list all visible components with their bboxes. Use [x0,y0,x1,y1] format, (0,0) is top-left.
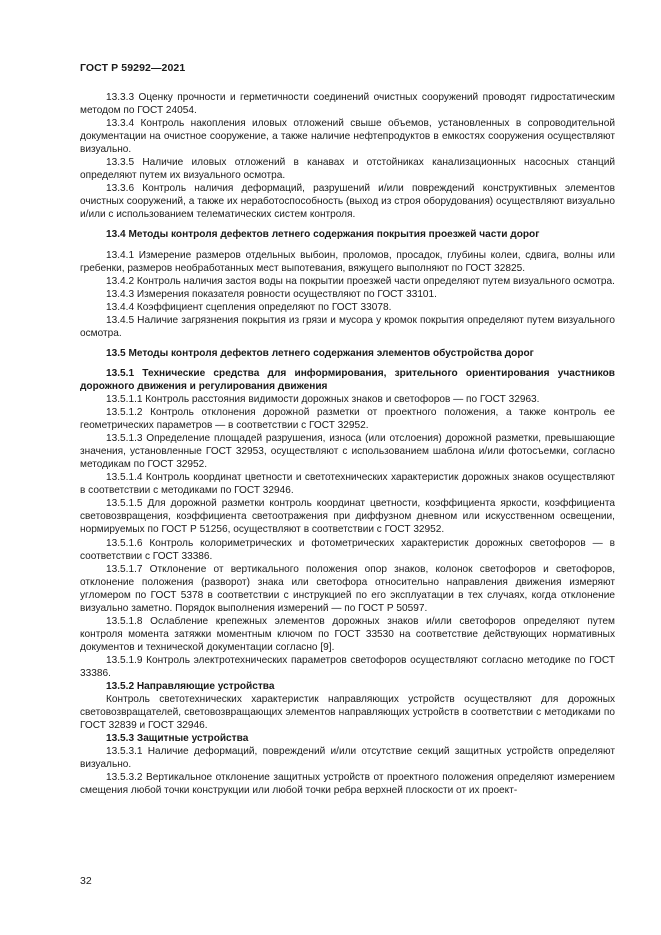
paragraph-13-4-1: 13.4.1 Измерение размеров отдельных выбоин, проломов, просадок, глубины колеи, сдвига, волны или гребенки, размеров необработанных мест выпотевания, вяжущего выполняют по ГОСТ 32825. [80,249,615,274]
paragraph-13-5-1-6: 13.5.1.6 Контроль колориметрических и фотометрических характеристик дорожных светофоров — в соответствии с ГОСТ 33386. [80,537,615,562]
paragraph-13-5-1-9: 13.5.1.9 Контроль электротехнических параметров светофоров осуществляют согласно методике по ГОСТ 33386. [80,654,615,679]
document-body [80,91,615,797]
paragraph-13-5-1-5: 13.5.1.5 Для дорожной разметки контроль координат цветности, коэффициента яркости, коэффициента световозвращения, коэффициента светоотражения при диффузном дневном или искусственном освещении, нормируемых по ГОСТ Р 51256, осуществляют в соответствии с ГОСТ 32952. [80,498,615,536]
paragraph-13-4-2: 13.4.2 Контроль наличия застоя воды на покрытии проезжей части определяют путем визуального осмотра. [106,275,615,287]
heading-13-4: 13.4 Методы контроля дефектов летнего содержания покрытия проезжей части дорог [106,229,540,241]
paragraph-13-3-5: 13.3.5 Наличие иловых отложений в канавах и отстойниках канализационных насосных станций определяют путем их визуального осмотра. [80,157,615,182]
paragraph-13-5-1-4: 13.5.1.4 Контроль координат цветности и светотехнических характеристик дорожных знаков осуществляют в соответствии с методиками по ГОСТ 32946. [80,472,615,497]
paragraph-13-4-5: 13.4.5 Наличие загрязнения покрытия из грязи и мусора у кромок покрытия определяют путем визуального осмотра. [80,314,615,339]
heading-13-5-3: 13.5.3 Защитные устройства [106,733,249,745]
paragraph-13-5-1-7: 13.5.1.7 Отклонение от вертикального положения опор знаков, колонок светофоров и светофоров, отклонение положения (разворот) знака или светофора относительно направления движения измеряют угломером по ГОСТ 5378 в соответствии с инструкцией по его эксплуатации в тех случаях, когда отклонение визуально заметно. Порядок выполнения измерений — по ГОСТ Р 50597. [80,563,615,614]
paragraph-13-5-3-2: 13.5.3.2 Вертикальное отклонение защитных устройств от проектного положения определяют измерением смещения любой точки конструкции или любой точки ребра верхней плоскости от их проект- [80,772,615,797]
paragraph-13-5-1-8: 13.5.1.8 Ослабление крепежных элементов дорожных знаков и/или светофоров определяют путем контроля момента затяжки моментным ключом по ГОСТ 33530 на соответствие действующих нормативных документов и технической документации согласно [9]. [80,615,615,653]
paragraph-13-5-1-3: 13.5.1.3 Определение площадей разрушения, износа (или отслоения) дорожной разметки, превышающие значения, установленные ГОСТ 32953, осуществляют с использованием шаблона и/или фотосъемки, согласно методикам по ГОСТ 32952. [80,433,615,471]
paragraph-13-3-6: 13.3.6 Контроль наличия деформаций, разрушений и/или повреждений конструктивных элементов очистных сооружений, а также их неработоспособность (выход из строя оборудования) осуществляют визуально и/или с использованием телематических систем контроля. [80,183,615,221]
paragraph-13-5-2-body: Контроль светотехнических характеристик направляющих устройств осуществляют для дорожных световозвращателей, световозвращающих элементов направляющих устройств в соответствии с методиками по ГОСТ 32839 и ГОСТ 32946. [80,694,615,732]
document-header: ГОСТ Р 59292—2021 [80,62,186,74]
paragraph-13-4-4: 13.4.4 Коэффициент сцепления определяют по ГОСТ 33078. [106,301,392,313]
heading-13-5-2: 13.5.2 Направляющие устройства [106,681,275,693]
heading-13-5: 13.5 Методы контроля дефектов летнего содержания элементов обустройства дорог [106,347,534,359]
paragraph-13-5-1-1: 13.5.1.1 Контроль расстояния видимости дорожных знаков и светофоров — по ГОСТ 32963. [106,393,540,405]
paragraph-13-5-3-1: 13.5.3.1 Наличие деформаций, повреждений и/или отсутствие секций защитных устройств определяют визуально. [80,746,615,771]
paragraph-13-5-1-2: 13.5.1.2 Контроль отклонения дорожной разметки от проектного положения, а также контроль ее геометрических параметров — в соответствии с ГОСТ 32952. [80,407,615,432]
heading-13-5-1: 13.5.1 Технические средства для информирования, зрительного ориентирования участников дорожного движения и регулирования движения [80,367,615,392]
paragraph-13-3-4: 13.3.4 Контроль накопления иловых отложений свыше объемов, установленных в сопроводительной документации на очистное сооружение, а также наличие нефтепродуктов в емкостях сооружения осуществляют визуально. [80,118,615,156]
page-number: 32 [80,875,92,887]
paragraph-13-3-3: 13.3.3 Оценку прочности и герметичности соединений очистных сооружений проводят гидростатическим методом по ГОСТ 24054. [80,92,615,117]
paragraph-13-4-3: 13.4.3 Измерения показателя ровности осуществляют по ГОСТ 33101. [106,288,437,300]
